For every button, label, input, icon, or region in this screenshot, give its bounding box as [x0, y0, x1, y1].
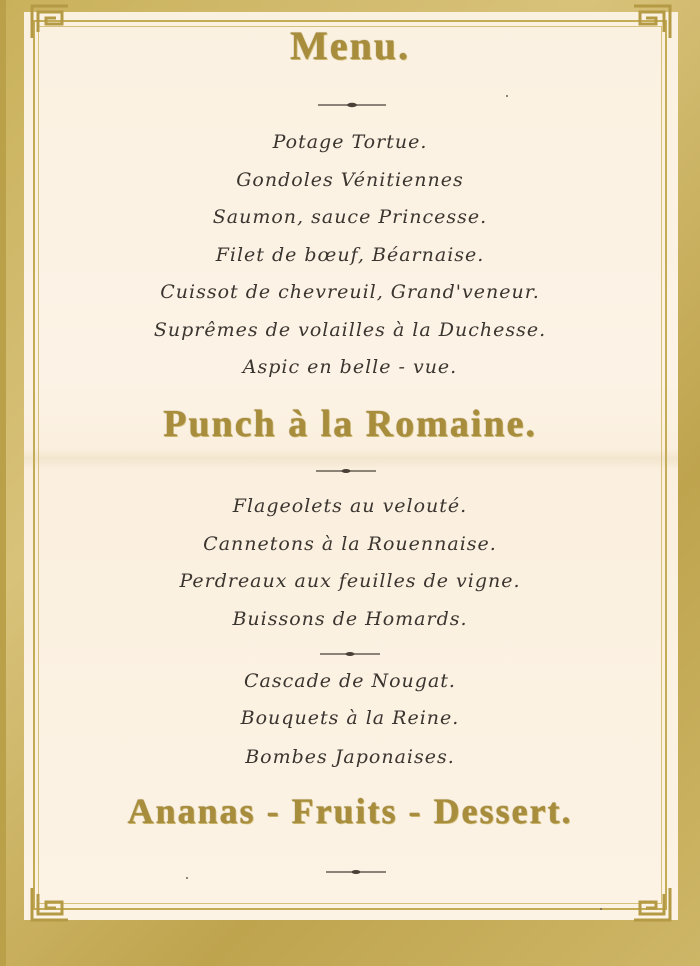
menu-item: Cannetons à la Rouennaise. [203, 533, 497, 555]
divider-ornament [326, 868, 386, 876]
paper-speck [600, 908, 602, 910]
menu-item: Cascade de Nougat. [244, 670, 456, 692]
menu-item: Potage Tortue. [272, 131, 428, 153]
menu-item: Saumon, sauce Princesse. [212, 206, 488, 228]
divider-ornament [316, 467, 376, 475]
paper-speck [186, 877, 188, 879]
menu-title: Menu. [290, 23, 410, 68]
menu-item: Bombes Japonaises. [245, 746, 455, 768]
menu-item: Filet de bœuf, Béarnaise. [215, 244, 485, 266]
divider-ornament [318, 101, 386, 109]
menu-item: Perdreaux aux feuilles de vigne. [179, 570, 521, 592]
menu-item: Cuissot de chevreuil, Grand'veneur. [160, 281, 540, 303]
inner-frame-line-thin [38, 26, 662, 904]
paper-speck [506, 95, 508, 97]
menu-item: Flageolets au velouté. [232, 495, 468, 517]
menu-item: Suprêmes de volailles à la Duchesse. [153, 319, 547, 341]
punch-heading: Punch à la Romaine. [163, 403, 537, 445]
dessert-heading: Ananas - Fruits - Dessert. [127, 791, 573, 831]
divider-ornament [320, 650, 380, 658]
menu-item: Buissons de Homards. [232, 608, 468, 630]
menu-item: Gondoles Vénitiennes [236, 169, 464, 191]
corner-ornament-bottom-right [630, 884, 674, 924]
menu-item: Bouquets à la Reine. [240, 707, 460, 729]
corner-ornament-bottom-left [28, 884, 72, 924]
menu-item: Aspic en belle - vue. [242, 356, 458, 378]
